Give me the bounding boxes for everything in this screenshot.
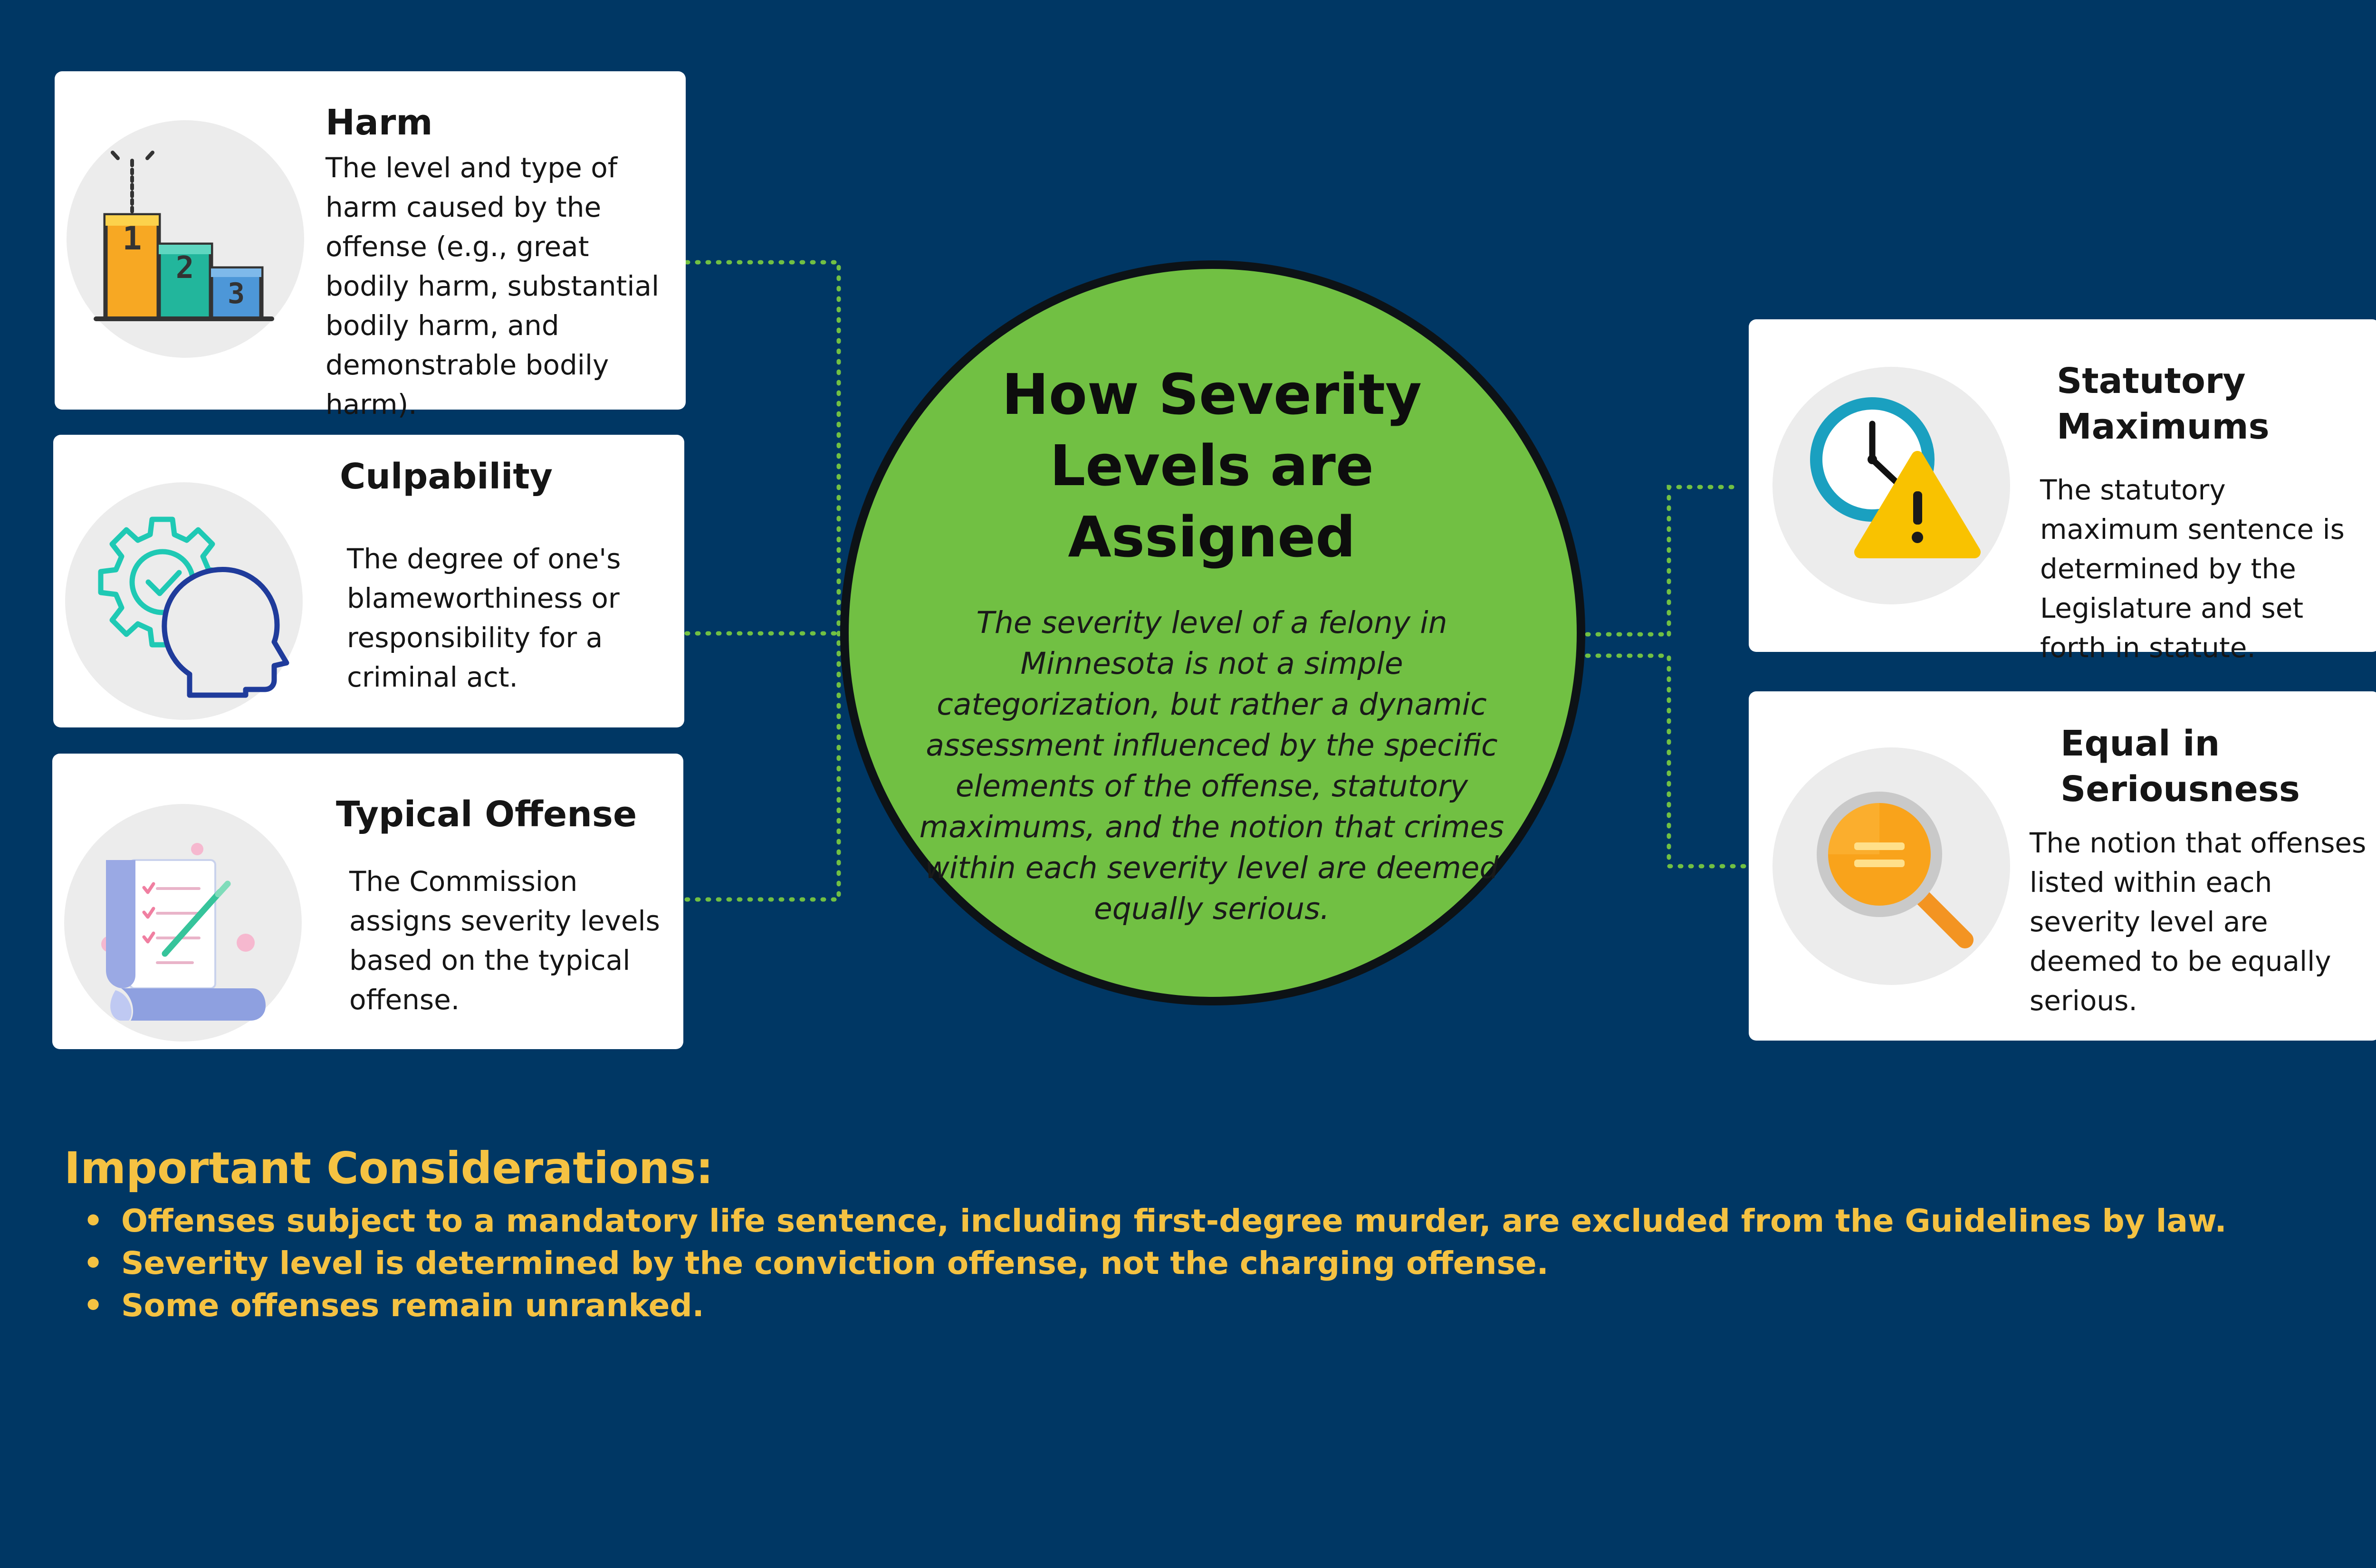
culpability-icon-disc: [65, 482, 303, 720]
connector-harm: [687, 262, 839, 634]
center-description: The severity level of a felony in Minnesota is not a simple categorization, but rather a dynamic assessment influenced by the specific elements of the offense, statutory maximums, and the notion that crimes within each severity level are deemed equally serious.: [919, 605, 1504, 926]
head-gear-check-icon: [65, 482, 303, 720]
factor-card-culpability: [53, 435, 684, 727]
factor-card-statutory-maximums: [1749, 319, 2376, 664]
consideration-item: • Severity level is determined by the conviction offense, not the charging offense.: [83, 1242, 2227, 1284]
factor-card-typical-offense: [52, 754, 683, 1049]
equal-in-seriousness-description: The notion that offenses listed within each severity level are deemed to be equally serious.: [2030, 827, 2366, 1017]
statutory-maximums-title: Statutory Maximums: [2057, 361, 2270, 447]
podium-number-2: 2: [175, 250, 194, 286]
considerations-list: [83, 1200, 2227, 1327]
harm-icon-disc: [67, 120, 304, 358]
connector-equal-seriousness: [1587, 656, 1749, 866]
culpability-title: Culpability: [340, 456, 553, 497]
statutory-maximums-description: The statutory maximum sentence is determined by the Legislature and set forth in statute.: [2040, 474, 2345, 664]
factor-card-equal-in-seriousness: [1749, 691, 2376, 1041]
typical-offense-description: The Commission assigns severity levels based on the typical offense.: [349, 865, 660, 1016]
consideration-item: • Offenses subject to a mandatory life sentence, including first-degree murder, are excluded from the Guidelines by law.: [83, 1200, 2227, 1242]
typical-offense-title: Typical Offense: [336, 794, 637, 835]
considerations-heading: Important Considerations:: [64, 1143, 714, 1194]
statutory-maximums-icon-disc: [1772, 367, 2010, 604]
scroll-checklist-icon: [64, 804, 302, 1042]
magnifier-equals-icon: [1772, 747, 2010, 985]
center-title: How Severity Levels are Assigned: [1002, 362, 1422, 570]
connector-statutory-maximums: [1669, 487, 1739, 634]
harm-description: The level and type of harm caused by the offense (e.g., great bodily harm, substantial bodily harm, and demonstrable bodily harm).: [326, 152, 660, 421]
equal-in-seriousness-title: Equal in Seriousness: [2060, 723, 2300, 810]
connector-typical-offense: [687, 634, 839, 899]
podium-number-1: 1: [122, 220, 142, 258]
consideration-item: • Some offenses remain unranked.: [83, 1284, 2227, 1327]
clock-warning-icon: [1772, 367, 2010, 604]
equal-in-seriousness-icon-disc: [1772, 747, 2010, 985]
factor-card-harm: [55, 71, 686, 421]
harm-title: Harm: [326, 102, 433, 143]
culpability-description: The degree of one's blameworthiness or responsibility for a criminal act.: [347, 543, 621, 693]
typical-offense-icon-disc: [64, 804, 302, 1042]
podium-ranking-icon: [67, 120, 304, 358]
podium-number-3: 3: [227, 277, 245, 310]
